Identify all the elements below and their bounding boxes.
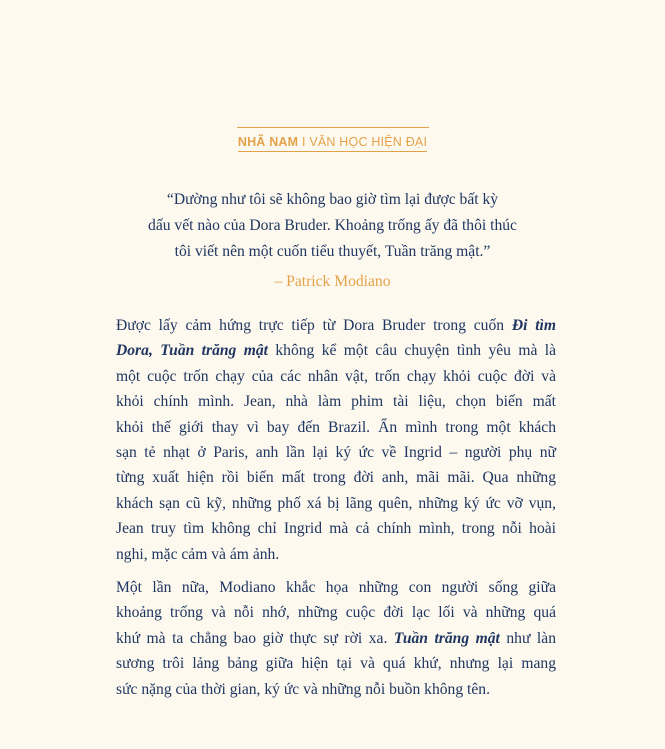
book-title-emphasis: Tuần trăng mật — [393, 629, 500, 647]
header-top-rule — [237, 127, 429, 128]
series-separator: I — [301, 135, 306, 149]
epigraph-quote — [0, 187, 665, 265]
text-run: Được lấy cảm hứng trực tiếp từ Dora Bruder trong cuốn — [116, 317, 512, 334]
text-line: sạn tẻ nhạt ở Paris, anh lần lại ký ức về Ingrid – người phụ nữ — [116, 444, 556, 462]
blurb-paragraph-1 — [116, 313, 556, 567]
text-line: nghi, mặc cảm và ám ảnh. — [116, 545, 280, 563]
title-comma: , — [148, 342, 161, 360]
text-run: không kể một câu chuyện tình yêu mà là — [267, 342, 557, 360]
text-line — [116, 313, 556, 338]
blurb-body — [116, 313, 556, 702]
blurb-paragraph-2 — [116, 575, 556, 702]
quote-line: “Dường như tôi sẽ không bao giờ tìm lại được bất kỳ — [166, 191, 499, 208]
text-line: một cuộc trốn chạy của các nhân vật, trốn chạy khỏi cuộc đời và — [116, 367, 556, 385]
book-title-emphasis: Dora — [116, 342, 149, 360]
series-label — [238, 135, 427, 152]
book-title-emphasis: Tuần trăng mật — [160, 342, 268, 360]
text-run: khứ mà ta chẳng bao giờ thực sự rời xa. — [116, 629, 394, 647]
text-line: Một lần nữa, Modiano khắc họa những con người sống giữa — [116, 579, 556, 597]
quote-line: tôi viết nên một cuốn tiểu thuyết, Tuần trăng mật.” — [174, 243, 491, 260]
text-line: khỏi chính mình. Jean, nhà làm phim tài liệu, chọn biến mất — [116, 393, 556, 411]
quote-line: dấu vết nào của Dora Bruder. Khoảng trống ấy đã thôi thúc — [148, 217, 517, 234]
text-run: như làn — [499, 629, 556, 647]
text-line: Jean truy tìm không chỉ Ingrid mà cả chính mình, trong nỗi hoài — [116, 520, 556, 538]
text-line: khỏi thế giới thay vì bay đến Brazil. Ẩn mình trong một khách — [116, 418, 556, 436]
text-line: từng xuất hiện rồi biến mất trong đời anh, mãi mãi. Qua những — [116, 469, 556, 487]
text-line: khoảng trống và nỗi nhớ, những cuộc đời lạc lối và những quá — [116, 604, 556, 622]
text-line: sương trôi lảng bảng giữa hiện tại và quá khứ, nhưng lại mang — [116, 655, 556, 673]
series-collection: VĂN HỌC HIỆN ĐẠI — [309, 135, 428, 149]
text-line — [116, 338, 556, 363]
text-line — [116, 626, 556, 651]
publisher-name: NHÃ NAM — [237, 135, 299, 149]
book-title-emphasis: Đi tìm — [511, 317, 556, 334]
quote-attribution: – Patrick Modiano — [274, 273, 391, 290]
series-header — [0, 127, 665, 152]
text-line: khách sạn cũ kỹ, những phố xá bị lãng quên, những ký ức vỡ vụn, — [116, 494, 556, 512]
text-line: sức nặng của thời gian, ký ức và những nỗi buồn không tên. — [116, 680, 490, 698]
